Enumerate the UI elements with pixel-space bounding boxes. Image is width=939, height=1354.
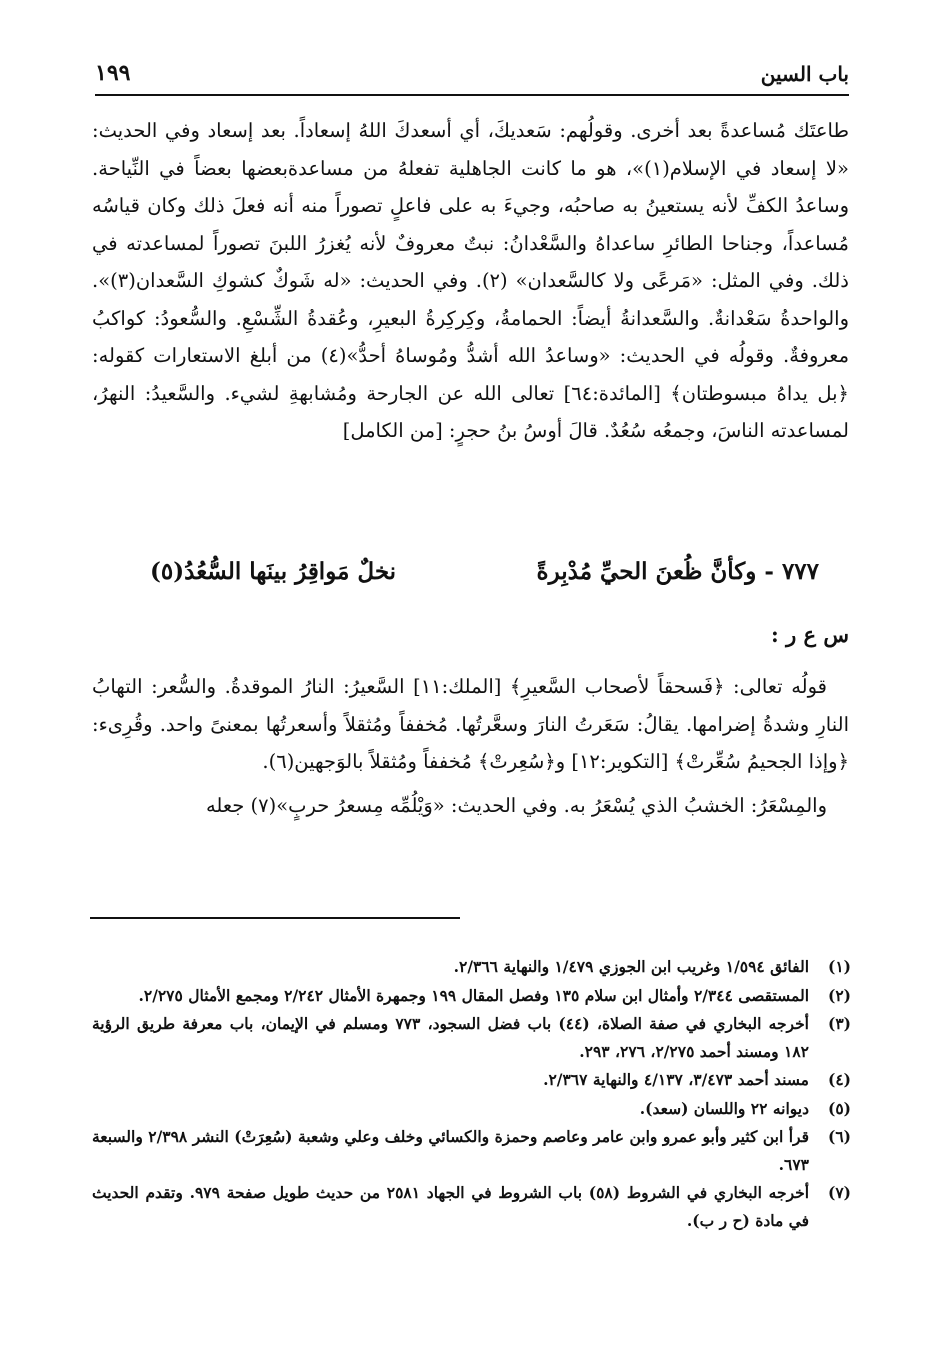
footnote-text: أخرجه البخاري في الشروط (٥٨) باب الشروط في الجهاد ٢٥٨١ من حديث طويل صفحة ٩٧٩. وتقدم الحديث في مادة (ح ر ب). bbox=[92, 1183, 810, 1230]
page-header bbox=[95, 58, 849, 96]
footnote-text: قرأ ابن كثير وأبو عمرو وابن عامر وعاصم وحمزة والكسائي وخلف وعلي وشعبة (سُعِرَتْ) النشر ٢/٣٩٨ والسبعة ٦٧٣. bbox=[92, 1127, 809, 1174]
footnote-number: (٤) bbox=[827, 1070, 851, 1089]
footnote-number: (١) bbox=[827, 957, 851, 976]
root-heading: س ع ر : bbox=[771, 622, 849, 647]
footnote-item bbox=[92, 1095, 851, 1123]
footnote-divider bbox=[90, 917, 460, 919]
footnote-number: (٢) bbox=[827, 985, 851, 1005]
paragraph-misar: والمِسْعَرُ: الخشبُ الذي يُسْعَرُ به. وفي الحديث: «وَيْلُمِّه مِسعرُ حربٍ»(٧) جعله bbox=[205, 793, 827, 817]
footnote-text: الفائق ١/٥٩٤ وغريب ابن الجوزي ١/٤٧٩ والنهاية ٢/٣٦٦. bbox=[453, 957, 809, 976]
paragraph-saad: طاعتَك مُساعدةً بعد أخرى. وقولُهم: سَعديكَ، أي أسعدكَ اللهُ إسعاداً. بعد إسعاد وفي الحديث: «لا إسعاد في الإسلام(١)»، هو ما كانت الجاهلية تفعلهُ من مساعدةبعضها بعضاً في النِّياحة. وساعدُ الكفِّ لأنه يستعينُ به صاحبُه، وجيءَ به على فاعلٍ تصوراً منه أنه فعلَ ذلك وكان قياسُه مُساعداً، وجناحا الطائرِ ساعداهُ والسَّعْدانُ: نبتٌ معروفٌ لأنه يُغزرُ اللبنَ تصوراً لمساعدته في ذلك. وفي المثل: «مَرعًى ولا كالسَّعدان» (٢). وفي الحديث: «له شَوكٌ كشوكِ السَّعدان(٣)». والواحدةُ سَعْدانةٌ. والسَّعدانةُ أيضاً: الحمامةُ، وكِركِرةُ البعيرِ، وعُقدةُ الشِّسْعِ. والسُّعودُ: كواكبُ معروفةٌ. وقولُه في الحديث: «وساعدُ الله أشدُّ ومُوساهُ أحدُّ»(٤) من أبلغ الاستعارات كقوله: ﴿بل يداهُ مبسوطتان﴾ [المائدة:٦٤] تعالى الله عن الجارحة ومُشابهةِ لشيء. والسَّعيدُ: النهرُ، لمساعدته الناسَ، وجمعُه سُعُدٌ. قالَ أوسُ بنُ حجرٍ: [من الكامل] bbox=[92, 119, 850, 442]
footnote-number: (٣) bbox=[827, 1014, 851, 1033]
footnote-number: (٧) bbox=[827, 1183, 851, 1202]
footnote-number: (٥) bbox=[827, 1098, 851, 1118]
poetry-verse bbox=[150, 558, 819, 602]
verse-number: ٧٧٧ - bbox=[764, 558, 819, 585]
main-text-block-2 bbox=[92, 668, 849, 824]
footnote-text: مسند أحمد ٣/٤٧٣، ٤/١٣٧ والنهاية ٢/٣٦٧. bbox=[543, 1070, 809, 1089]
verse-second-half: نخلٌ مَواقِرُ بينَها السُّعُدُ(٥) bbox=[150, 558, 397, 585]
chapter-title: باب السين bbox=[760, 62, 849, 86]
footnote-number: (٦) bbox=[827, 1127, 851, 1146]
footnote-text: ديوانه ٢٢ واللسان (سعد). bbox=[639, 1098, 809, 1118]
footnote-item bbox=[92, 982, 851, 1010]
verse-first-half bbox=[537, 558, 819, 585]
footnote-item bbox=[92, 1123, 851, 1178]
page-number: ١٩٩ bbox=[95, 60, 131, 86]
footnote-text: أخرجه البخاري في صفة الصلاة، (٤٤) باب فضل السجود، ٧٧٣ ومسلم في الإيمان، باب معرفة طريق الرؤية ١٨٢ ومسند أحمد ٢/٢٧٥، ٢٧٦، ٢٩٣. bbox=[92, 1014, 809, 1061]
footnote-item bbox=[92, 1010, 851, 1065]
footnote-item bbox=[92, 1066, 851, 1094]
main-text-block bbox=[92, 112, 849, 450]
paragraph-saar: قولُه تعالى: ﴿فَسحقاً لأصحاب السَّعيرِ﴾ [الملك:١١] السَّعيرُ: النارُ الموقدةُ. والسُّعر: التهابُ النارِ وشدةُ إضرامها. يقالُ: سَعَرتُ النارَ وسعَّرتُها. مُخففاً ومُثقلاً وأسعرتُها بمعنىً واحد. وقُرِىء: ﴿وإذا الجحيمُ سُعِّرتْ﴾ [التكوير:١٢] و﴿سُعِرتْ﴾ مُخففاً ومُثقلاً بالوَجهين(٦). bbox=[92, 675, 849, 773]
footnote-item bbox=[92, 1179, 851, 1234]
footnotes bbox=[92, 953, 851, 1235]
footnote-item bbox=[92, 953, 851, 981]
footnote-text: المستقصى ٢/٣٤٤ وأمثال ابن سلام ١٣٥ وفصل المقال ١٩٩ وجمهرة الأمثال ٢/٢٤٢ ومجمع الأمثال ٢/٢٧٥. bbox=[138, 985, 809, 1005]
verse-first-text: وكأنَّ ظُعنَ الحيِّ مُدْبِرةً bbox=[536, 558, 757, 585]
